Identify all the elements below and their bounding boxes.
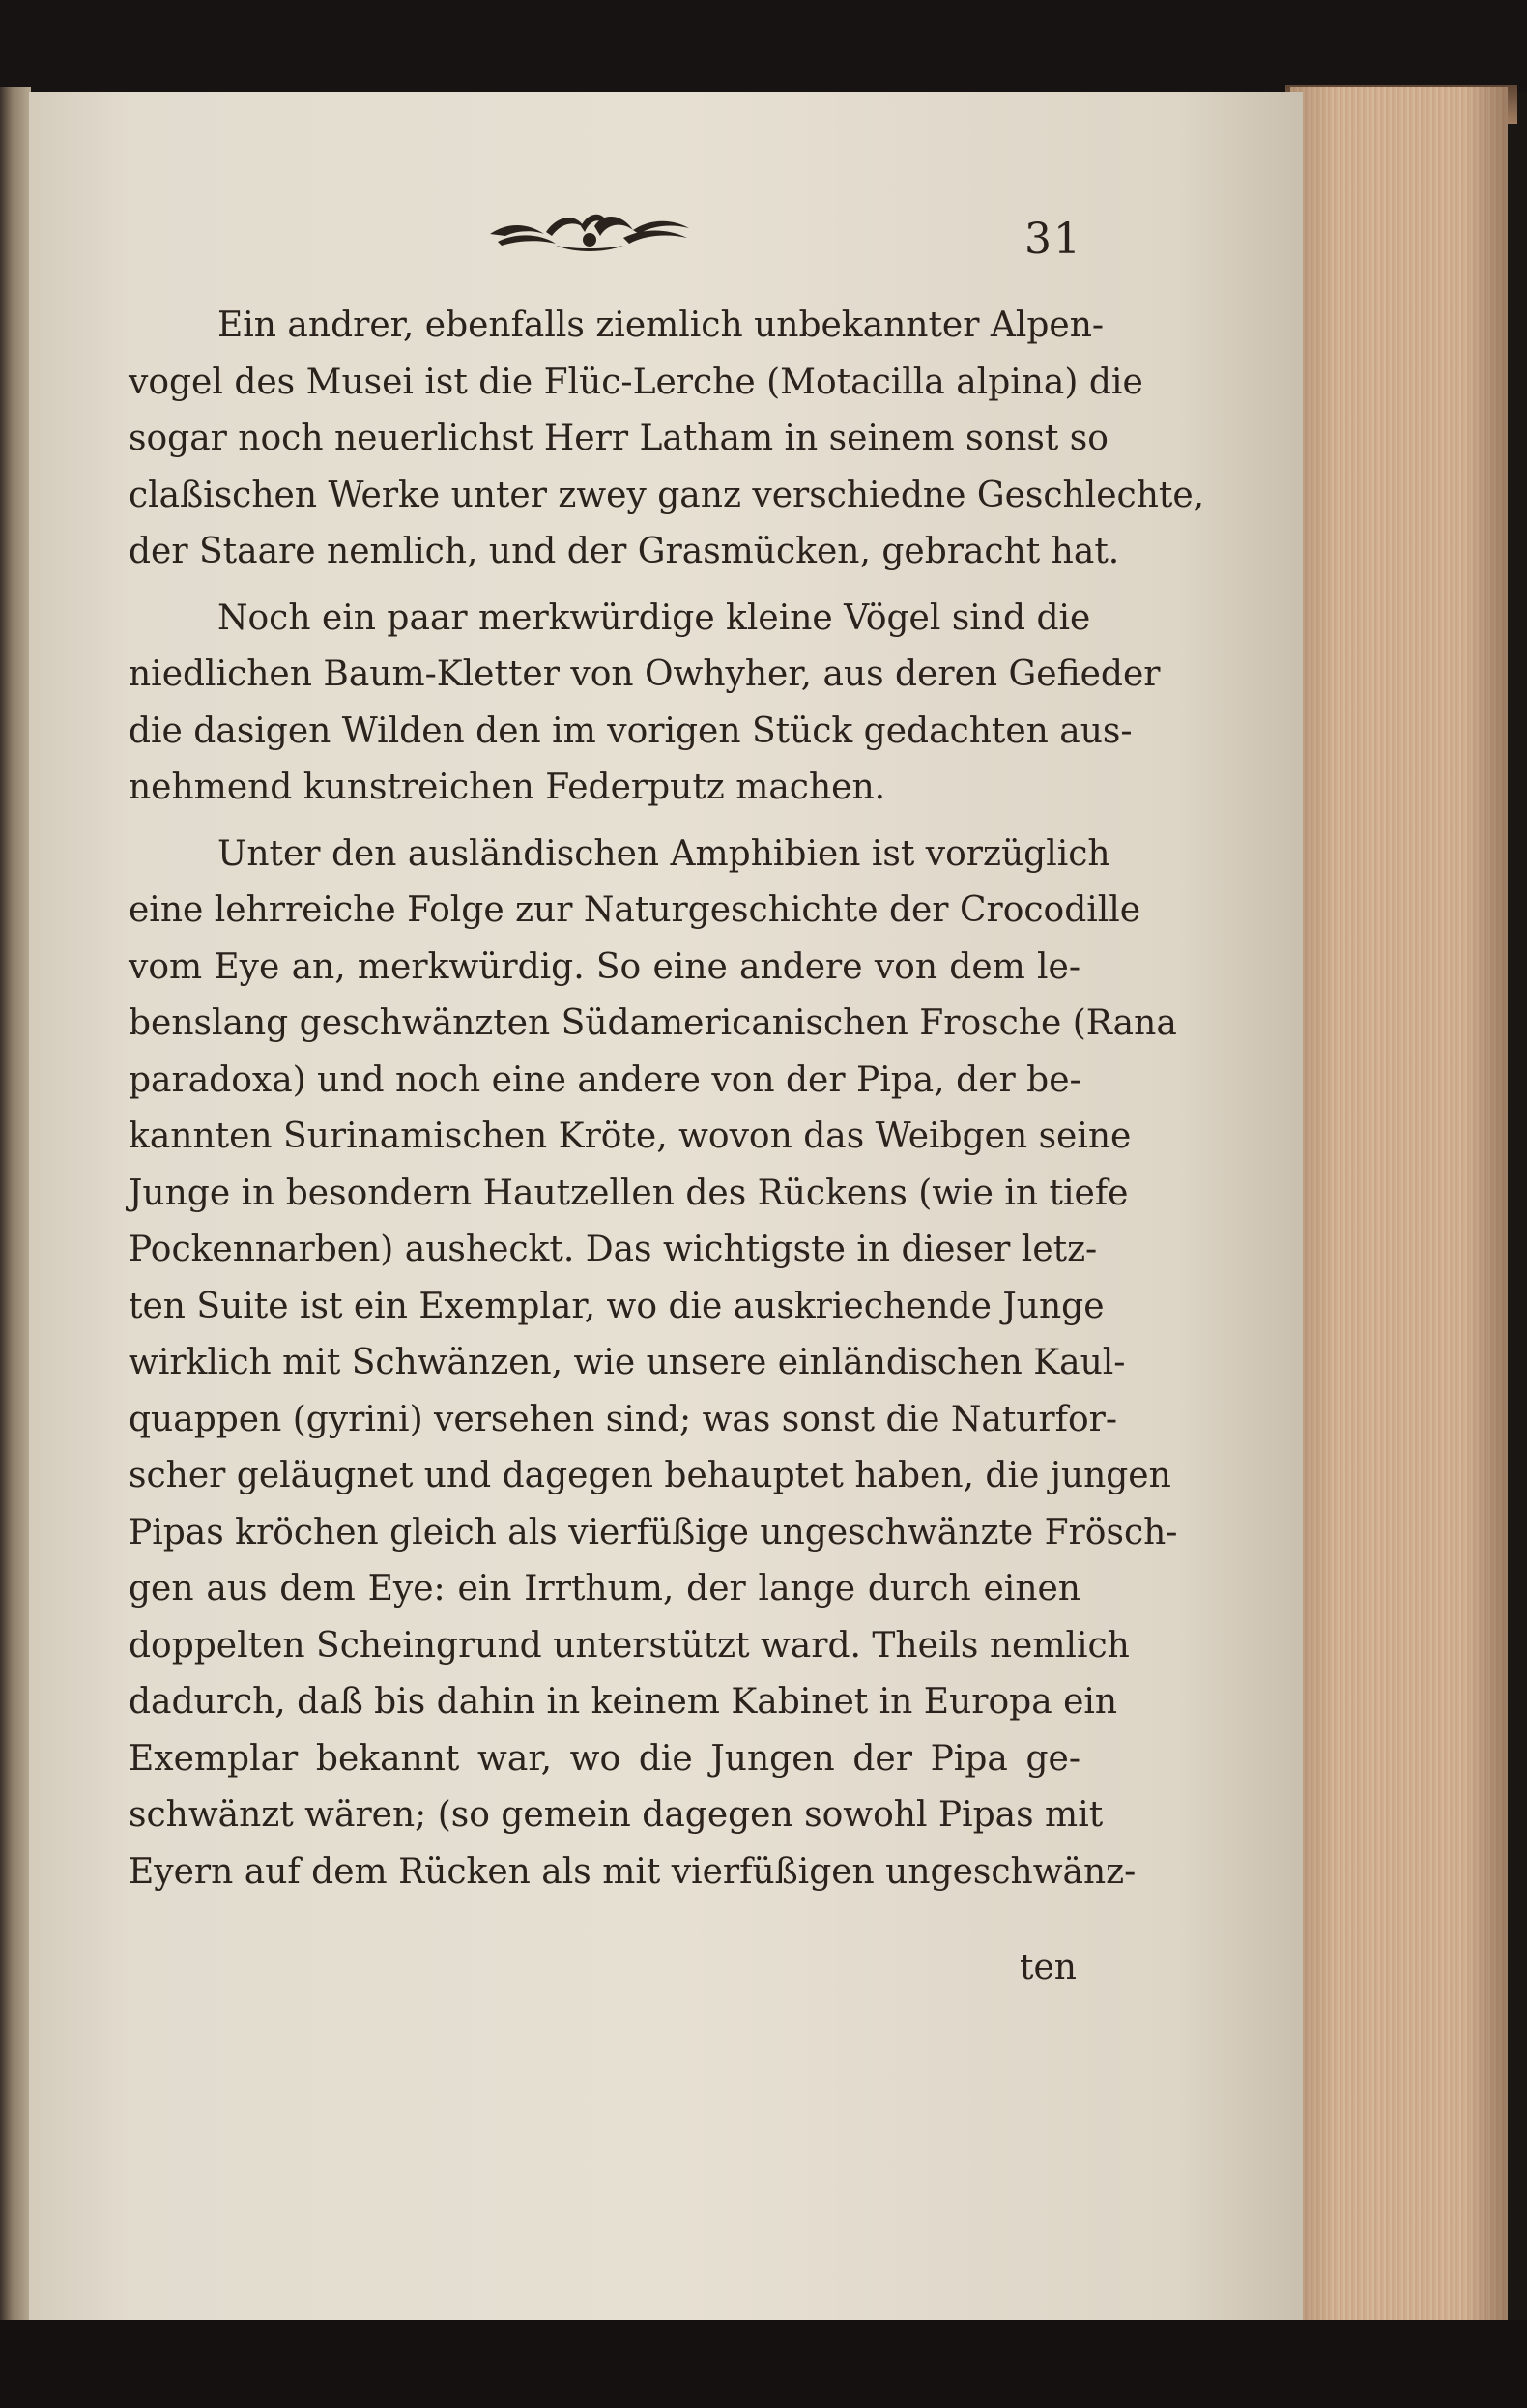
text-line: Pipas kröchen gleich als vierfüßige ungeschwänzte Frösch- — [129, 1512, 1178, 1552]
text-line: scher geläugnet und dagegen behauptet haben, die jungen — [129, 1456, 1171, 1495]
text-line: Noch ein paar merkwürdige kleine Vögel sind die — [217, 597, 1091, 638]
text-line: der Staare nemlich, und der Grasmücken, gebracht hat. — [129, 532, 1120, 571]
text-line: eine lehrreiche Folge zur Naturgeschichte der Crocodille — [129, 890, 1141, 930]
text-line: dadurch, daß bis dahin in keinem Kabinet in Europa ein — [129, 1682, 1118, 1722]
text-line: die dasigen Wilden den im vorigen Stück gedachten aus- — [129, 711, 1133, 751]
vignette-ornament-icon — [488, 205, 691, 259]
catchword: ten — [1020, 1948, 1077, 1987]
scan-background-top — [0, 0, 1527, 92]
body-text — [129, 298, 1205, 1900]
text-line: claßischen Werke unter zwey ganz verschiedne Geschlechte, — [129, 475, 1205, 515]
text-line: Junge in besondern Hautzellen des Rückens (wie in tiefe — [129, 1173, 1129, 1213]
scan-background-bottom — [0, 2320, 1527, 2408]
text-line: Ein andrer, ebenfalls ziemlich unbekannter Alpen- — [217, 305, 1105, 345]
text-line: niedlichen Baum-Kletter von Owhyher, aus deren Gefieder — [129, 654, 1161, 694]
text-line: vogel des Musei ist die Flüc-Lerche (Motacilla alpina) die — [129, 362, 1143, 402]
text-line: gen aus dem Eye: ein Irrthum, der lange durch einen — [129, 1569, 1080, 1609]
text-line: nehmend kunstreichen Federputz machen. — [129, 768, 886, 807]
text-line: Unter den ausländischen Amphibien ist vorzüglich — [217, 833, 1110, 874]
text-line: paradoxa) und noch eine andere von der Pipa, der be- — [129, 1059, 1081, 1100]
text-line: benslang geschwänzten Südamericanischen Frosche (Rana — [129, 1003, 1177, 1043]
text-line: doppelten Scheingrund unterstützt ward. Theils nemlich — [129, 1625, 1130, 1666]
text-line: wirklich mit Schwänzen, wie unsere einländischen Kaul- — [129, 1343, 1126, 1382]
text-line: schwänzt wären; (so gemein dagegen sowohl Pipas mit — [129, 1795, 1104, 1835]
text-line: sogar noch neuerlichst Herr Latham in seinem sonst so — [129, 419, 1109, 458]
text-line: quappen (gyrini) versehen sind; was sonst die Naturfor- — [129, 1399, 1118, 1439]
text-line: vom Eye an, merkwürdig. So eine andere von dem le- — [129, 946, 1080, 987]
text-line: Pockennarben) ausheckt. Das wichtigste in dieser letz- — [129, 1230, 1098, 1269]
facing-page-edge — [0, 87, 31, 2330]
text-line: Exemplar bekannt war, wo die Jungen der Pipa ge- — [129, 1738, 1080, 1779]
text-line: ten Suite ist ein Exemplar, wo die auskriechende Junge — [129, 1286, 1105, 1326]
text-line: Eyern auf dem Rücken als mit vierfüßigen ungeschwänz- — [129, 1851, 1137, 1892]
text-line: kannten Surinamischen Kröte, wovon das Weibgen seine — [129, 1117, 1132, 1156]
page-number: 31 — [1024, 215, 1082, 264]
